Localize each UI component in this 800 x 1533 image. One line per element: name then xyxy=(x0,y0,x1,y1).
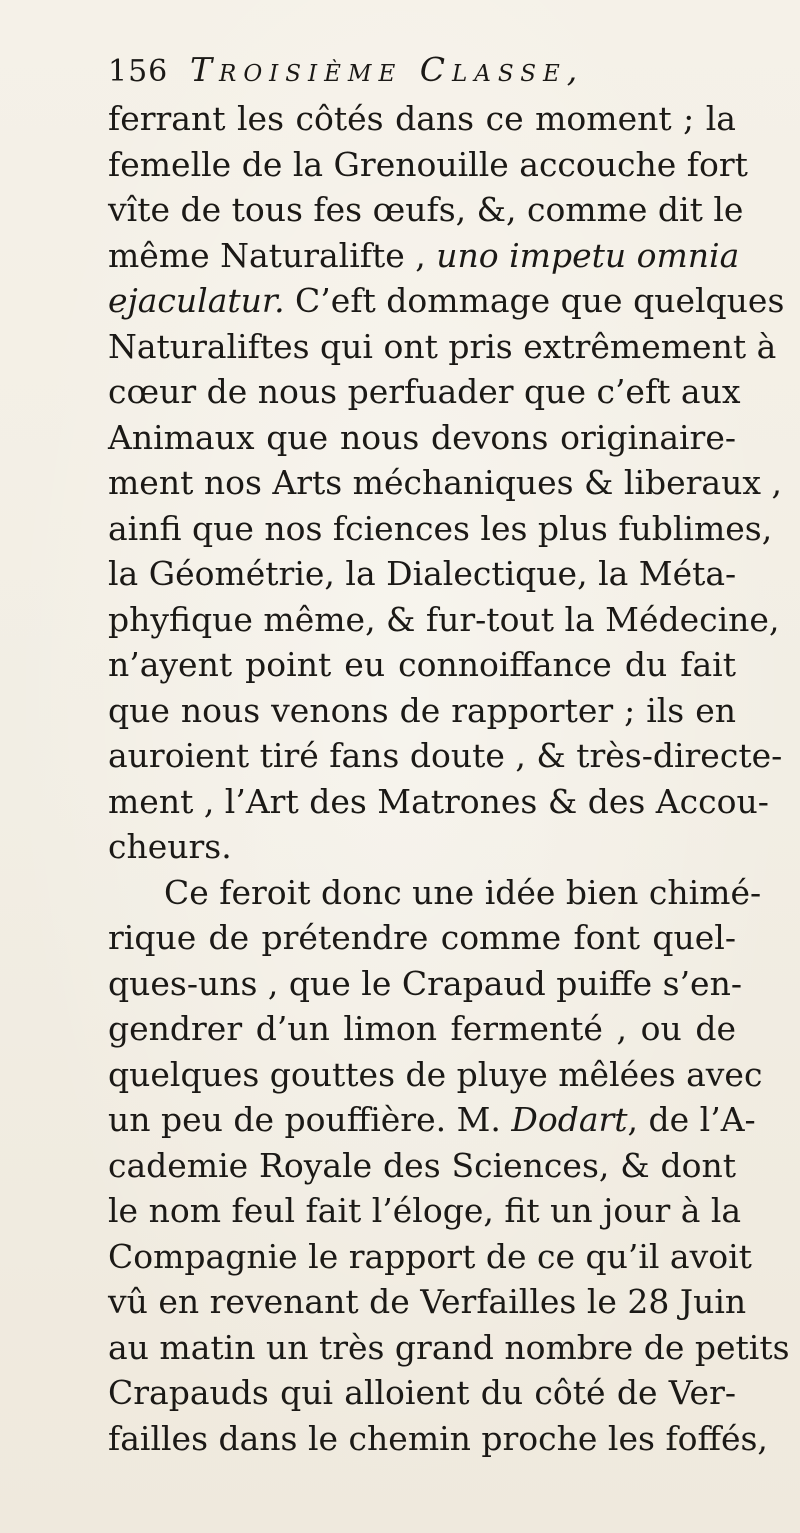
text-line xyxy=(108,688,736,734)
text-line xyxy=(108,915,736,961)
text-segment: Animaux que nous devons originaire- xyxy=(108,417,736,457)
text-line xyxy=(108,779,769,825)
text-segment: Compagnie le rapport de ce qu’il avoit xyxy=(108,1236,752,1276)
text-segment: ment , l’Art des Matrones & des Accou- xyxy=(108,781,769,821)
text-segment: ment nos Arts méchaniques & liberaux , xyxy=(108,463,782,502)
body-text xyxy=(108,96,790,1461)
text-segment: quelques gouttes de pluye mêlées avec xyxy=(108,1054,763,1094)
text-line xyxy=(108,506,773,552)
text-segment: ainfi que nos fciences les plus fublimes, xyxy=(108,508,773,548)
text-segment: Naturaliftes qui ont pris extrêmement à xyxy=(108,326,777,366)
text-line xyxy=(108,1097,756,1143)
text-segment: vîte de tous fes œufs, &, comme dit le xyxy=(108,190,744,229)
text-line xyxy=(108,1325,790,1371)
text-segment: cheurs. xyxy=(108,827,232,866)
text-segment: C’eft dommage que quelques xyxy=(284,281,785,320)
text-segment: failles dans le chemin proche les foffés, xyxy=(108,1418,768,1458)
text-segment: au matin un très grand nombre de petits xyxy=(108,1327,790,1367)
text-segment: rique de prétendre comme font quel- xyxy=(108,918,736,957)
text-line xyxy=(108,1416,768,1462)
text-line xyxy=(108,187,744,233)
text-segment: même Naturalifte , xyxy=(108,235,437,275)
text-line xyxy=(108,233,740,279)
italic-text-segment: ejaculatur. xyxy=(108,281,285,320)
text-line xyxy=(108,824,736,870)
italic-text-segment: Dodart xyxy=(511,1100,628,1139)
text-segment: cœur de nous perfuader que c’eft aux xyxy=(108,372,741,411)
text-segment: cademie Royale des Sciences, & dont xyxy=(108,1145,736,1185)
text-line xyxy=(108,278,785,324)
text-segment: Ce feroit donc une idée bien chimé- xyxy=(164,872,762,912)
text-line xyxy=(108,870,762,916)
text-line xyxy=(108,460,782,506)
page-number: 156 xyxy=(108,54,169,89)
text-segment: ferrant les côtés dans ce moment ; la xyxy=(108,99,736,138)
running-title: Troisième Classe, xyxy=(190,50,585,89)
text-line xyxy=(108,1370,736,1416)
text-line xyxy=(108,1006,736,1052)
text-segment: gendrer d’un limon fermenté , ou de xyxy=(108,1009,736,1048)
text-segment: ques-uns , que le Crapaud puiffe s’en- xyxy=(108,963,742,1003)
text-segment: phyfique même, & fur-tout la Médecine, xyxy=(108,599,780,639)
page-header xyxy=(108,48,748,94)
text-line xyxy=(108,551,736,597)
text-segment: femelle de la Grenouille accouche fort xyxy=(108,144,748,184)
text-line xyxy=(108,96,736,142)
text-line xyxy=(108,142,748,188)
italic-text-segment: uno impetu omnia xyxy=(436,235,740,275)
text-segment: auroient tiré fans doute , & très-directe- xyxy=(108,736,783,775)
text-line xyxy=(108,1234,752,1280)
text-line xyxy=(108,642,736,688)
text-line xyxy=(108,415,736,461)
text-line xyxy=(108,1188,742,1234)
text-segment: un peu de pouffière. M. xyxy=(108,1100,512,1139)
text-line xyxy=(108,597,780,643)
text-segment: la Géométrie, la Dialectique, la Méta- xyxy=(108,554,737,593)
text-line xyxy=(108,369,741,415)
text-line xyxy=(108,324,777,370)
text-line xyxy=(108,1052,763,1098)
text-line xyxy=(108,733,783,779)
text-segment: Crapauds qui alloient du côté de Ver- xyxy=(108,1373,736,1412)
text-line xyxy=(108,1143,736,1189)
text-segment: que nous venons de rapporter ; ils en xyxy=(108,690,736,730)
text-line xyxy=(108,961,742,1007)
text-segment: le nom feul fait l’éloge, fit un jour à la xyxy=(108,1191,742,1230)
text-line xyxy=(108,1279,747,1325)
text-segment: , de l’A- xyxy=(627,1100,756,1139)
text-segment: n’ayent point eu connoiffance du fait xyxy=(108,645,736,684)
text-segment: vû en revenant de Verfailles le 28 Juin xyxy=(108,1282,747,1321)
